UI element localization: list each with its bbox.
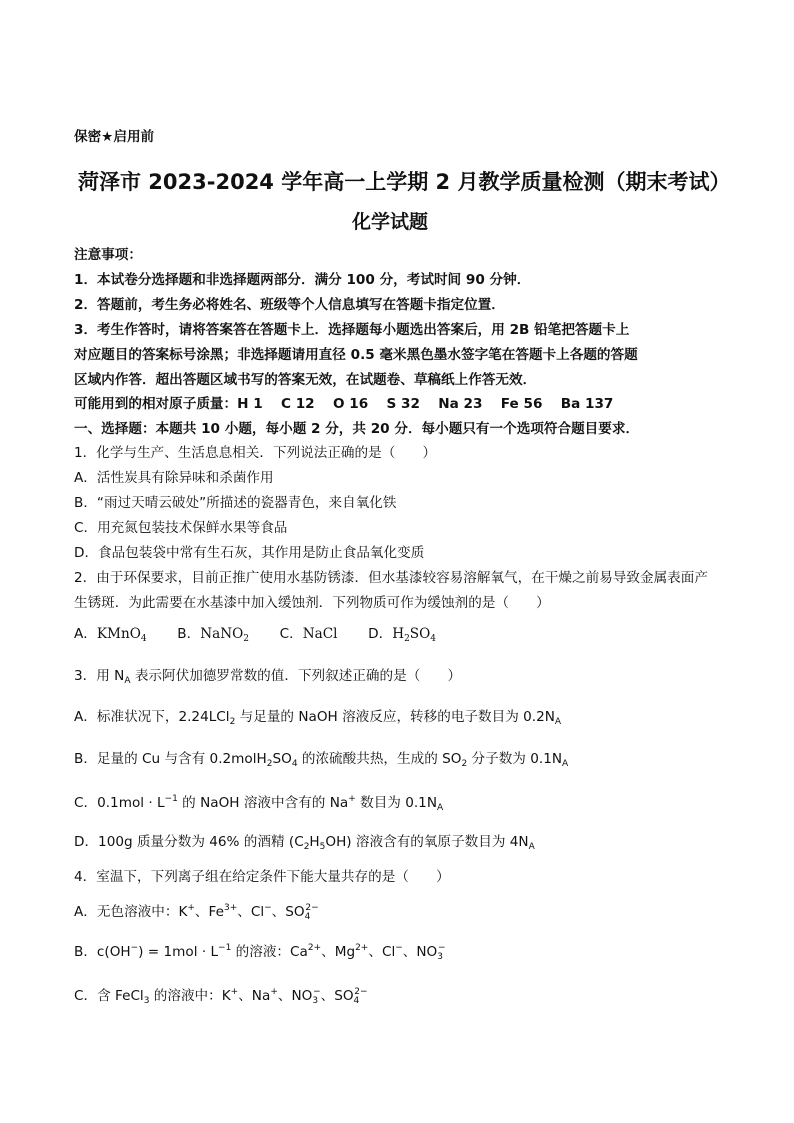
notice-item-3-cont: 对应题目的答案标号涂黑；非选择题请用直径 0.5 毫米黑色墨水签字笔在答题卡上各题的答题 [74,347,638,363]
q4-stem: 4．室温下，下列离子组在给定条件下能大量共存的是（ ） [74,869,450,885]
q1-option-b: B．“雨过天晴云破处”所描述的瓷器青色，来自氧化铁 [74,495,397,511]
q2-option-d: D．$H_2SO_4$ [368,626,436,644]
q4-option-b: B．$c(OH^-) = 1mol \cdot L^{-1}$ 的溶液：$Ca^{2+}$、$Mg^{2+}$、Cl−、$NO_3^-$ [74,943,446,962]
q3-option-a: A．标准状况下，2.24LCl$_2$ 与足量的 NaOH 溶液反应，转移的电子数目为 $0.2N_A$ [74,709,562,727]
notice-item-3-cont2: 区域内作答．超出答题区域书写的答案无效，在试题卷、草稿纸上作答无效． [74,372,537,388]
notice-heading: 注意事项： [74,247,142,263]
section-heading: 一、选择题：本题共 10 小题，每小题 2 分，共 20 分．每小题只有一个选项符合题目要求． [74,421,640,437]
q1-option-a: A．活性炭具有除异味和杀菌作用 [74,470,274,486]
q2-stem-line1: 2．由于环保要求，目前正推广使用水基防锈漆．但水基漆较容易溶解氧气，在干燥之前易导致金属表面产 [74,570,708,586]
q1-stem: 1．化学与生产、生活息息相关．下列说法正确的是（ ） [74,445,437,461]
notice-item-3: 3．考生作答时，请将答案答在答题卡上．选择题每小题选出答案后，用 2B 铅笔把答题卡上 [74,322,630,338]
q2-option-b: B．NaNO$_2$ [177,626,249,644]
q3-stem: 3．用 $N_A$ 表示阿伏加德罗常数的值．下列叙述正确的是（ ） [74,668,462,686]
notice-item-1: 1．本试卷分选择题和非选择题两部分．满分 100 分，考试时间 90 分钟． [74,272,531,288]
confidential-label: 保密★启用前 [74,129,155,145]
q3-option-d: D．100g 质量分数为 46% 的酒精 $(C_2H_5OH)$ 溶液含有的氧原子数目为 $4N_A$ [74,834,535,852]
q2-options [74,628,436,644]
q1-option-c: C．用充氮包装技术保鲜水果等食品 [74,520,288,536]
q3-option-c: C．$0.1mol \cdot L^{-1}$ 的 NaOH 溶液中含有的 Na+ 数目为 $0.1N_A$ [74,794,444,813]
q2-option-a: A．KMnO$_4$ [74,626,147,644]
q2-option-c: C．NaCl [279,626,338,642]
exam-title: 菏泽市 2023-2024 学年高一上学期 2 月教学质量检测（期末考试） [78,170,731,194]
atomic-mass-line: 可能用到的相对原子质量：H 1 C 12 O 16 S 32 Na 23 Fe 56 Ba 137 [74,396,614,412]
notice-item-2: 2．答题前，考生务必将姓名、班级等个人信息填写在答题卡指定位置． [74,297,505,313]
q3-option-b: B．足量的 Cu 与含有 $0.2molH_2SO_4$ 的浓硫酸共热，生成的 $SO_2$ 分子数为 $0.1N_A$ [74,751,569,769]
exam-subject: 化学试题 [352,211,429,233]
q1-option-d: D．食品包装袋中常有生石灰，其作用是防止食品氧化变质 [74,545,425,561]
q4-option-a: A．无色溶液中：K+、$Fe^{3+}$、Cl−、$SO_4^{2-}$ [74,903,319,922]
q4-option-c: C．含 FeCl$_3$ 的溶液中：K+、Na+、$NO_3^-$、$SO_4^{2-}$ [74,987,368,1006]
q2-stem-line2: 生锈斑．为此需要在水基漆中加入缓蚀剂．下列物质可作为缓蚀剂的是（ ） [74,595,550,611]
